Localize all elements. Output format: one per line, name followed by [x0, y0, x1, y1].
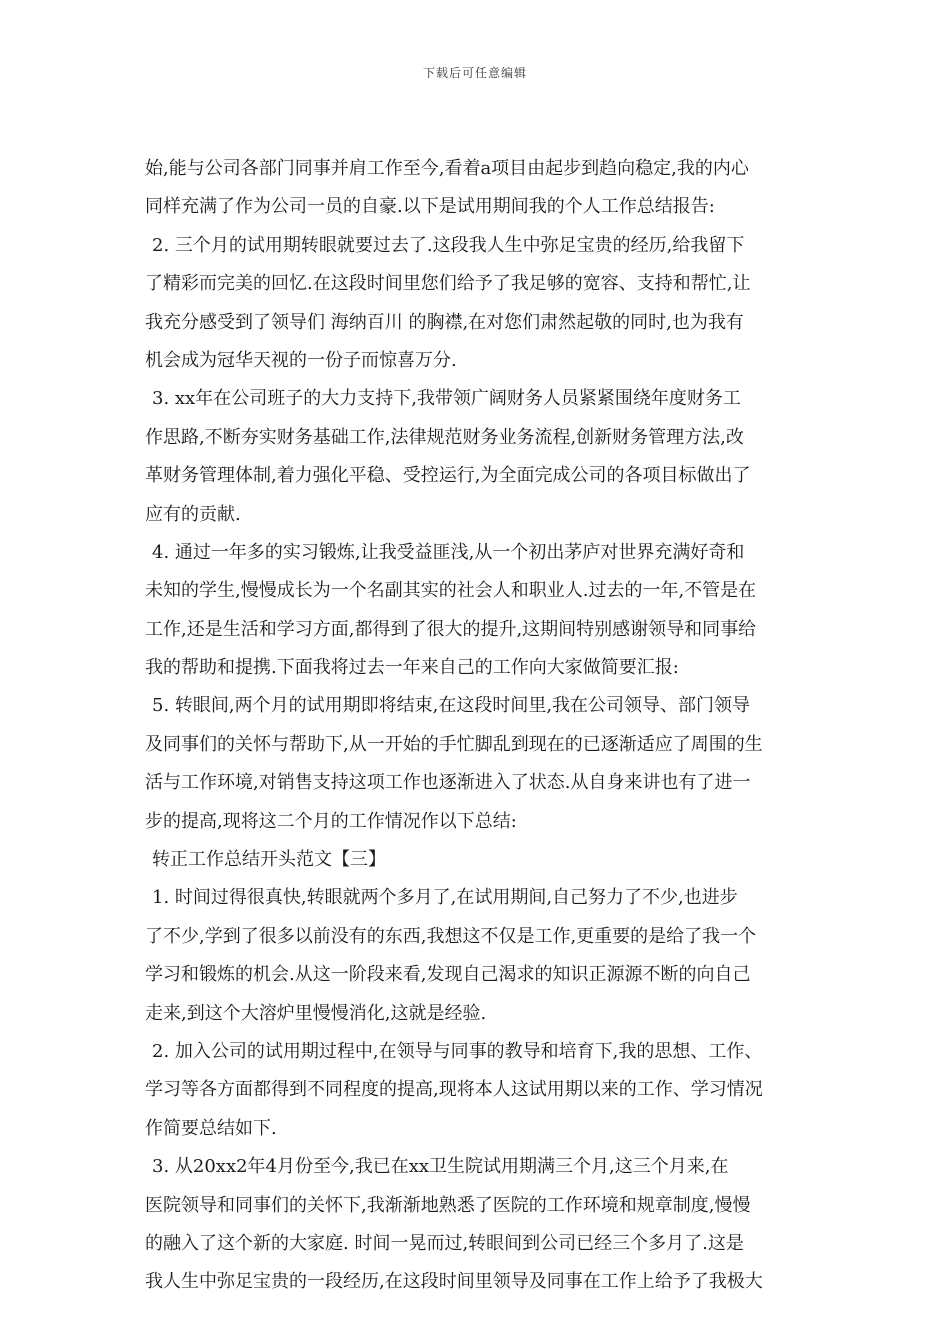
text-line: 1. 时间过得很真快,转眼就两个多月了,在试用期间,自己努力了不少,也进步 [152, 887, 738, 909]
text-line: 3. 从20xx2年4月份至今,我已在xx卫生院试用期满三个月,这三个月来,在 [152, 1156, 729, 1178]
text-line: 作思路,不断夯实财务基础工作,法律规范财务业务流程,创新财务管理方法,改 [145, 426, 744, 448]
text-line: 了精彩而完美的回忆.在这段时间里您们给予了我足够的宽容、支持和帮忙,让 [145, 273, 751, 295]
text-line: 2. 加入公司的试用期过程中,在领导与同事的教导和培育下,我的思想、工作、 [152, 1040, 763, 1062]
document-body [145, 150, 817, 1302]
text-line: 未知的学生,慢慢成长为一个名副其实的社会人和职业人.过去的一年,不管是在 [145, 580, 757, 602]
text-line: 机会成为冠华天视的一份子而惊喜万分. [145, 349, 457, 371]
text-line: 4. 通过一年多的实习锻炼,让我受益匪浅,从一个初出茅庐对世界充满好奇和 [152, 541, 745, 563]
text-line: 学习等各方面都得到不同程度的提高,现将本人这试用期以来的工作、学习情况 [145, 1079, 763, 1101]
text-line: 5. 转眼间,两个月的试用期即将结束,在这段时间里,我在公司领导、部门领导 [152, 695, 751, 717]
text-line: 及同事们的关怀与帮助下,从一开始的手忙脚乱到现在的已逐渐适应了周围的生 [145, 733, 763, 755]
text-line: 学习和锻炼的机会.从这一阶段来看,发现自己渴求的知识正源源不断的向自己 [145, 964, 751, 986]
text-line: 应有的贡献. [145, 503, 241, 525]
text-line: 医院领导和同事们的关怀下,我渐渐地熟悉了医院的工作环境和规章制度,慢慢 [145, 1194, 751, 1216]
text-line: 活与工作环境,对销售支持这项工作也逐渐进入了状态.从自身来讲也有了进一 [145, 772, 751, 794]
text-line: 我人生中弥足宝贵的一段经历,在这段时间里领导及同事在工作上给予了我极大 [145, 1271, 763, 1293]
text-line: 我的帮助和提携.下面我将过去一年来自己的工作向大家做简要汇报: [145, 657, 679, 679]
text-line: 3. xx年在公司班子的大力支持下,我带领广阔财务人员紧紧围绕年度财务工 [152, 388, 741, 410]
text-line: 始,能与公司各部门同事并肩工作至今,看着a项目由起步到趋向稳定,我的内心 [145, 158, 749, 179]
text-line: 的融入了这个新的大家庭. 时间一晃而过,转眼间到公司已经三个多月了.这是 [145, 1232, 744, 1254]
text-line: 了不少,学到了很多以前没有的东西,我想这不仅是工作,更重要的是给了我一个 [145, 925, 757, 947]
text-line: 转正工作总结开头范文【三】 [152, 849, 386, 871]
text-line: 革财务管理体制,着力强化平稳、受控运行,为全面完成公司的各项目标做出了 [145, 465, 751, 487]
text-line: 2. 三个月的试用期转眼就要过去了.这段我人生中弥足宝贵的经历,给我留下 [152, 234, 745, 256]
text-line: 同样充满了作为公司一员的自豪.以下是试用期间我的个人工作总结报告: [145, 196, 715, 218]
page-header: 下载后可任意编辑 [422, 66, 527, 80]
text-line: 步的提高,现将这二个月的工作情况作以下总结: [145, 810, 517, 832]
text-line: 作简要总结如下. [145, 1117, 277, 1139]
text-line: 我充分感受到了领导们 海纳百川 的胸襟,在对您们肃然起敬的同时,也为我有 [145, 311, 744, 333]
text-line: 工作,还是生活和学习方面,都得到了很大的提升,这期间特别感谢领导和同事给 [145, 618, 757, 640]
text-line: 走来,到这个大溶炉里慢慢消化,这就是经验. [145, 1002, 487, 1024]
